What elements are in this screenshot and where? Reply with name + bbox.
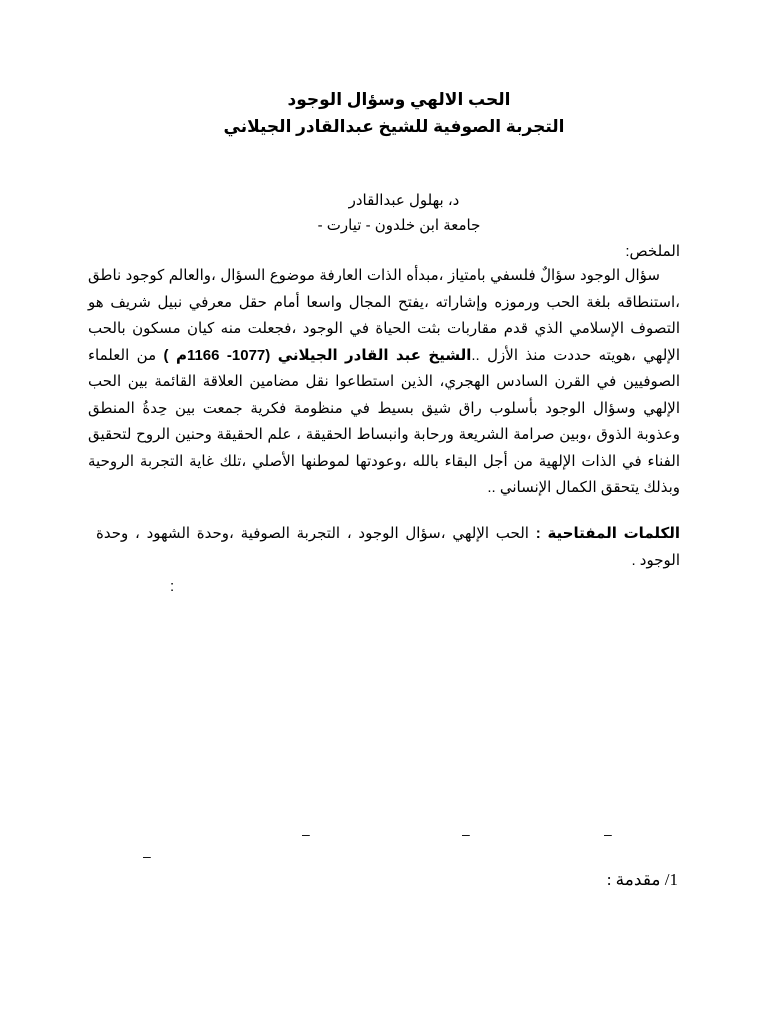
- abstract-text-part1: سؤال الوجود سؤالٌ فلسفي بامتياز ،مبدأه الذات العارفة موضوع السؤال ،والعالم كوجود ناطق ،استنطاقه بلغة الحب ورموزه وإشاراته ،يفتح المجال واسعا أمام حقل معرفي نبيل شريف هو التصوف الإسلامي الذي قدم مقاربات بثت الحياة في الوجود ،فجعلت منه كيان مسكون بالحب الإلهي ،هويته حددت منذ الأزل ..: [88, 267, 680, 364]
- keywords-text: الحب الإلهي ،سؤال الوجود ، التجربة الصوفية ،وحدة الشهود ، وحدة الوجود .: [96, 525, 680, 569]
- footnote-dash-4: –: [143, 848, 151, 864]
- author-affiliation: جامعة ابن خلدون - تيارت -: [317, 217, 481, 234]
- footnote-dash-3: –: [604, 826, 612, 842]
- keywords-block: [96, 521, 680, 574]
- author-block: [0, 188, 768, 238]
- author-name: د، بهلول عبدالقادر: [348, 192, 460, 209]
- abstract-text-part2: من العلماء الصوفيين في القرن السادس الهجري، الذين استطاعوا نقل مضامين العلاقة القائمة بين الحب الإلهي وسؤال الوجود بأسلوب راق شيق بسيط في منظومة فكرية جمعت بين حِدةُ المنطق وعذوبة الذوق ،وبين صرامة الشريعة ورحابة وانبساط الحقيقة ، علم الحقيقة وحنين الروح لتحقيق الفناء في الذات الإلهية من أجل البقاء بالله ،وعودتها لموطنها الأصلي ،تلك غاية التجربة الروحية وبذلك يتحقق الكمال الإنساني ..: [88, 346, 680, 496]
- abstract-bold-name: الشيخ عبد القادر الجيلاني (1077- 1166م ): [163, 346, 472, 364]
- section-heading-introduction: 1/ مقدمة :: [606, 870, 678, 889]
- footnote-dash-2: –: [462, 826, 470, 842]
- stray-colon: :: [170, 578, 175, 595]
- abstract-label: الملخص:: [625, 243, 680, 260]
- keywords-label: الكلمات المفتاحية :: [535, 525, 680, 542]
- subtitle: التجربة الصوفية للشيخ عبدالقادر الجيلاني: [223, 117, 565, 136]
- title-block: [0, 86, 768, 140]
- footnote-dash-1: –: [302, 826, 310, 842]
- abstract-body: [88, 263, 680, 502]
- main-title: الحب الالهي وسؤال الوجود: [287, 90, 511, 109]
